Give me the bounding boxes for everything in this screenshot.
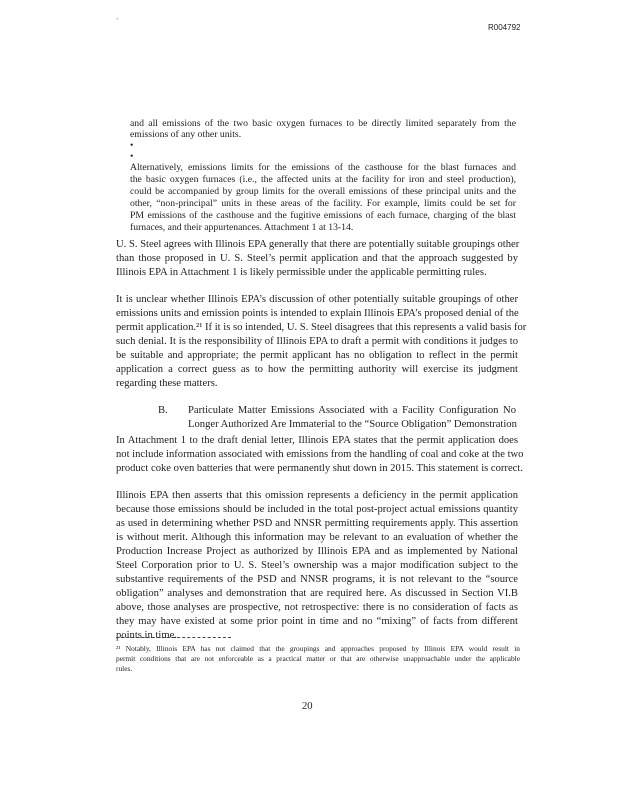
text-line: they may have existed at some prior point in time and no “mixing” of facts from different: [116, 616, 518, 627]
text-line: Production Increase Project as authorized by Illinois EPA and as implemented by National: [116, 546, 518, 557]
text-line: not include information associated with emissions from the handling of coal and coke at the two: [116, 449, 524, 460]
section-title-text: Particulate Matter Emissions Associated with a Facility Configuration No: [188, 405, 516, 416]
quote-line: the basic oxygen furnaces (i.e., the affected units at the facility for iron and steel production),: [130, 174, 516, 185]
text-line: Illinois EPA in Attachment 1 is likely permissible under the applicable permitting rules.: [116, 267, 487, 278]
text-line: as used in determining whether PSD and NNSR permitting requirements apply. This assertion: [116, 518, 518, 529]
bullet: •: [130, 151, 134, 162]
quote-line: furnaces, and their appurtenances. Attachment 1 at 13-14.: [130, 222, 354, 233]
quote-line: and all emissions of the two basic oxygen furnaces to be directly limited separately from the: [130, 118, 516, 129]
section-title-line: Longer Authorized Are Immaterial to the “Source Obligation” Demonstration: [188, 419, 517, 430]
footnote-divider: [116, 637, 231, 638]
footnote-line: ²¹ Notably, Illinois EPA has not claimed that the groupings and approaches proposed by Illinois EPA would result in: [116, 644, 520, 653]
quote-line: emissions of any other units.: [130, 129, 242, 140]
bullet: •: [130, 140, 134, 151]
text-line: emissions units and emission points is intended to explain Illinois EPA’s proposed denial of the: [116, 308, 519, 319]
section-letter: B.: [158, 405, 168, 416]
scan-mark: `: [116, 17, 119, 26]
text-line: Steel Corporation prior to U. S. Steel’s ownership was a major modification subject to the: [116, 560, 518, 571]
footnote-line: permit conditions that are not enforceable as a practical matter or that are otherwise unapproachable under the applicable: [116, 654, 520, 663]
section-title-line: [188, 405, 516, 417]
text-line: obligation” analyses and demonstration that are required here. As discussed in Section VI.B: [116, 588, 518, 599]
text-line: points in time.: [116, 630, 177, 641]
quote-line: other, “non-principal” units in these areas of the facility. For example, limits could be set for: [130, 198, 516, 209]
text-line: Illinois EPA then asserts that this omission represents a deficiency in the permit application: [116, 490, 518, 501]
footnote-line: rules.: [116, 664, 133, 673]
text-line: In Attachment 1 to the draft denial letter, Illinois EPA states that the permit application does: [116, 435, 518, 446]
text-line: permit application.²¹ If it is so intended, U. S. Steel disagrees that this represents a valid basis for: [116, 322, 527, 333]
text-line: is without merit. Although this information may be relevant to an evaluation of whether the: [116, 532, 518, 543]
quote-line: PM emissions of the casthouse and the fugitive emissions of each furnace, charging of the blast: [130, 210, 516, 221]
text-line: regarding these matters.: [116, 378, 218, 389]
bates-number: R004792: [488, 23, 521, 32]
text-line: It is unclear whether Illinois EPA’s discussion of other potentially suitable groupings of other: [116, 294, 518, 305]
page-number: 20: [302, 701, 313, 712]
quote-line: Alternatively, emissions limits for the emissions of the casthouse for the blast furnaces and: [130, 162, 516, 173]
text-line: U. S. Steel agrees with Illinois EPA generally that there are potentially suitable groupings other: [116, 239, 520, 250]
text-line: product coke oven batteries that were permanently shut down in 2015. This statement is correct.: [116, 463, 523, 474]
text-line: because those emissions should be included in the total post-project actual emissions quantity: [116, 504, 518, 515]
text-line: application a correct guess as to how the permitting authority will exercise its judgment: [116, 364, 518, 375]
quote-line: could be accompanied by group limits for the overall emissions of these principal units and the: [130, 186, 516, 197]
text-line: than those proposed in U. S. Steel’s permit application and that the approach suggested by: [116, 253, 518, 264]
text-line: such denial. It is the responsibility of Illinois EPA to draft a permit with conditions it judges to: [116, 336, 518, 347]
text-line: substantive requirements of the PSD and NNSR programs, it is not relevant to the “source: [116, 574, 518, 585]
text-line: be suitable and appropriate; the permit applicant has no obligation to reflect in the permit: [116, 350, 518, 361]
text-line: above, those analyses are prospective, not retrospective: there is no consideration of facts as: [116, 602, 518, 613]
